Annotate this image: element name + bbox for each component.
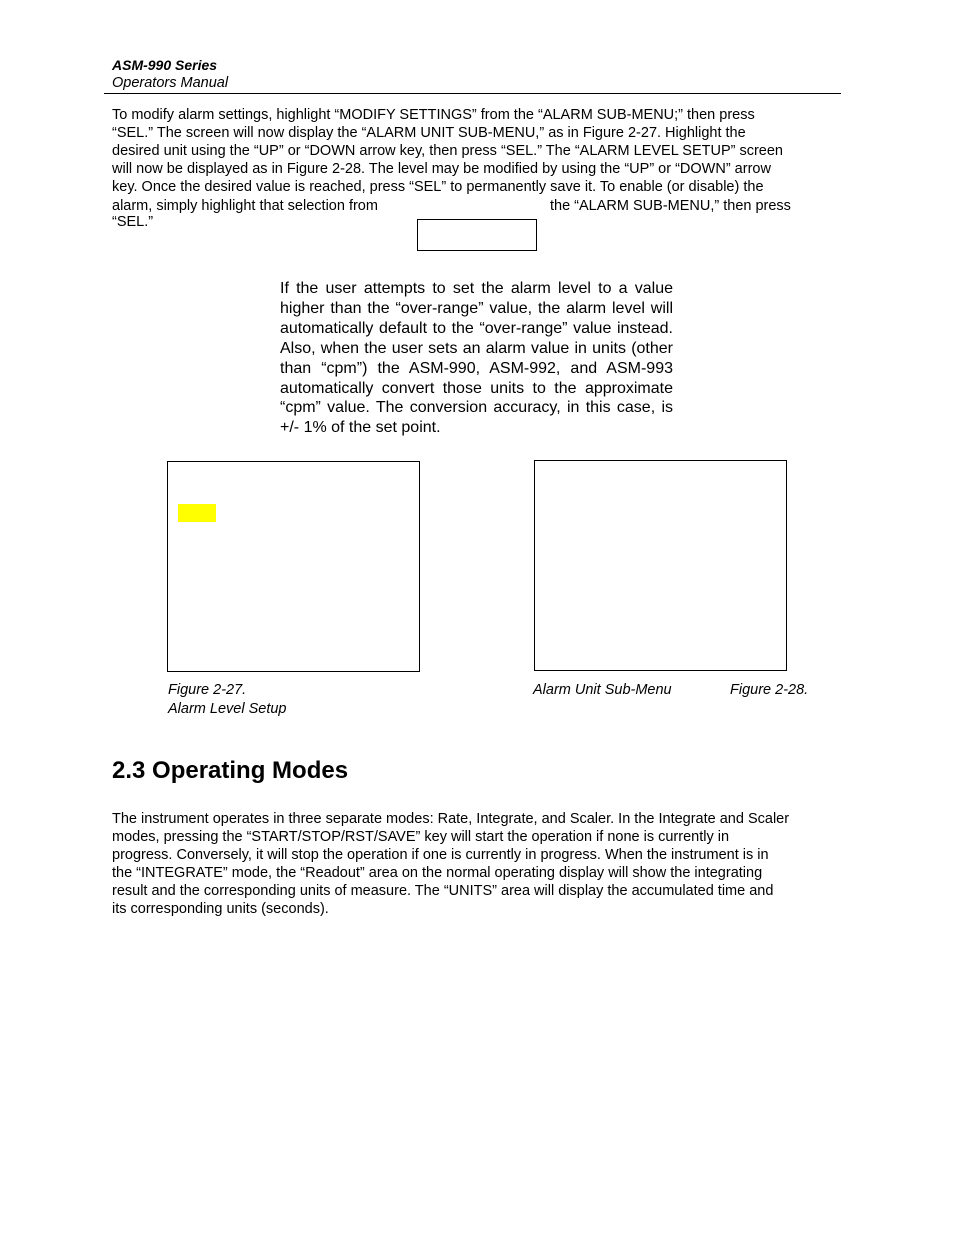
section-line-4: the “INTEGRATE” mode, the “Readout” area on the normal operating display will show the integrating (112, 865, 763, 881)
section-line-2: modes, pressing the “START/STOP/RST/SAVE” key will start the operation if none is currently in (112, 829, 730, 845)
intro-line-6-right: the “ALARM SUB-MENU,” then press (550, 198, 791, 214)
intro-line-5: key. Once the desired value is reached, press “SEL” to permanently save it. To enable (or disable) the (112, 179, 764, 195)
manual-series-title: ASM-990 Series (112, 57, 218, 73)
inline-image-placeholder (417, 219, 537, 251)
section-line-5: result and the corresponding units of measure. The “UNITS” area will display the accumulated time and (112, 883, 774, 899)
figure-2-27-label: Alarm Level Setup (168, 701, 287, 717)
figure-2-27-screen (167, 461, 420, 672)
figure-2-27-number: Figure 2-27. (168, 682, 247, 698)
header-divider (104, 93, 841, 94)
intro-line-4: will now be displayed as in Figure 2-28. The level may be modified by using the “UP” or “DOWN” arrow (112, 161, 771, 177)
figure-2-28-number: Figure 2-28. (730, 682, 809, 698)
over-range-note: If the user attempts to set the alarm level to a value higher than the “over-range” value, the alarm level will automatically default to the “over-range” value instead. Also, when the user sets an alarm value in units (other than “cpm”) the ASM-990, ASM-992, and ASM-993 automatically convert those units to the approximate “cpm” value. The conversion accuracy, in this case, is +/- 1% of the set point. (280, 280, 673, 437)
intro-line-7: “SEL.” (112, 214, 154, 230)
figure-2-28-screen (534, 460, 787, 671)
section-heading: 2.3 Operating Modes (112, 757, 349, 784)
intro-line-6-left: alarm, simply highlight that selection from (112, 198, 378, 214)
intro-line-1: To modify alarm settings, highlight “MODIFY SETTINGS” from the “ALARM SUB-MENU;” then press (112, 107, 755, 123)
section-line-1: The instrument operates in three separate modes: Rate, Integrate, and Scaler. In the Integrate and Scaler (112, 811, 790, 827)
intro-line-2: “SEL.” The screen will now display the “ALARM UNIT SUB-MENU,” as in Figure 2-27. Highlight the (112, 125, 746, 141)
intro-line-3: desired unit using the “UP” or “DOWN arrow key, then press “SEL.” The “ALARM LEVEL SETUP” screen (112, 143, 783, 159)
selection-highlight (178, 504, 216, 522)
section-line-3: progress. Conversely, it will stop the operation if one is currently in progress. When the instrument is in (112, 847, 769, 863)
figure-2-28-label: Alarm Unit Sub-Menu (533, 682, 672, 698)
section-line-6: its corresponding units (seconds). (112, 901, 329, 917)
manual-subtitle: Operators Manual (112, 75, 229, 91)
